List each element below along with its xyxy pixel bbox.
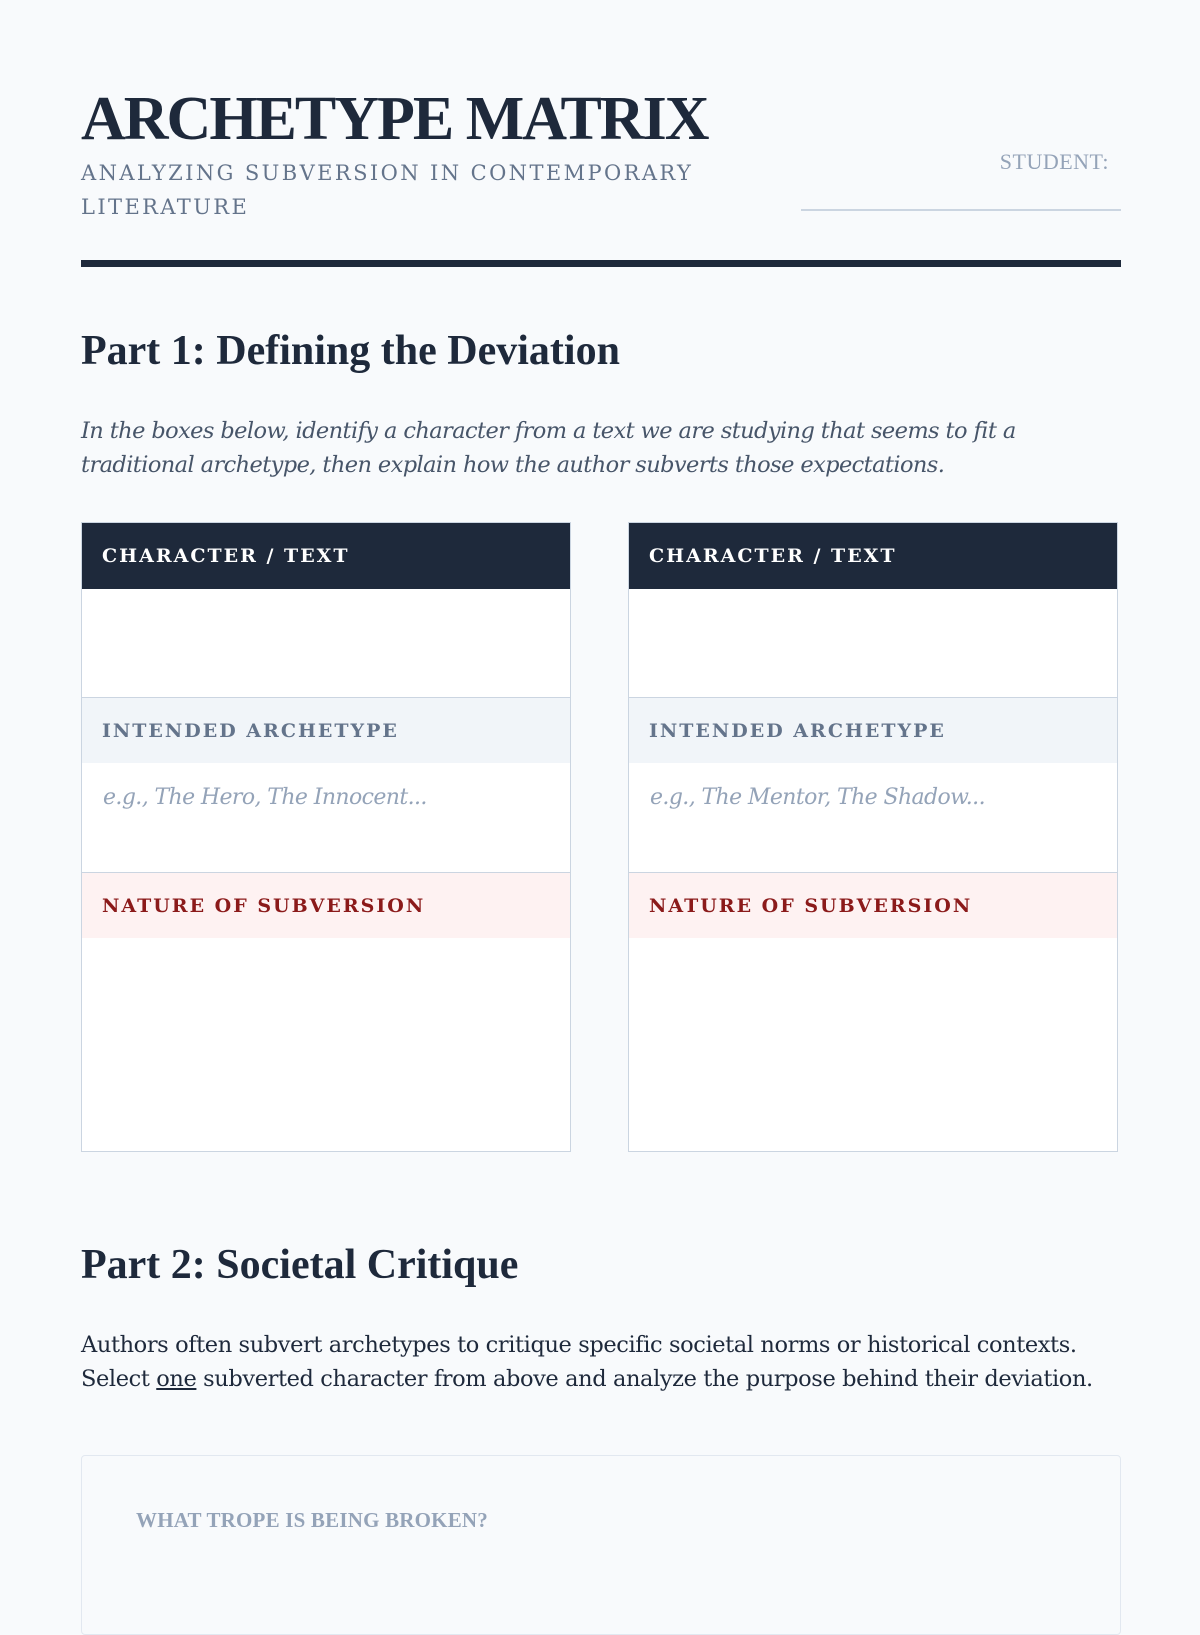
part2-title: Part 2: Societal Critique [81, 1242, 519, 1288]
character-text-field[interactable] [629, 589, 1117, 697]
nature-of-subversion-header: NATURE OF SUBVERSION [82, 872, 570, 938]
part2-body-end: subverted character from above and analyze the purpose behind their deviation. [196, 1366, 1093, 1392]
intended-archetype-header: INTENDED ARCHETYPE [629, 697, 1117, 763]
intended-archetype-field[interactable] [82, 763, 570, 872]
nature-of-subversion-header: NATURE OF SUBVERSION [629, 872, 1117, 938]
part2-body-start: Authors often subvert archetypes to critique specific societal norms or historical contexts. Select [81, 1332, 1077, 1392]
part1-title: Part 1: Defining the Deviation [81, 328, 620, 374]
nature-of-subversion-field[interactable] [82, 938, 570, 1150]
archetype-placeholder: e.g., The Mentor, The Shadow... [650, 785, 985, 810]
student-label: STUDENT: [999, 149, 1109, 174]
part1-instructions: In the boxes below, identify a character from a text we are studying that seems to fit a traditional archetype, then explain how the author subverts those expectations. [81, 418, 1016, 478]
trope-analysis-box[interactable] [81, 1455, 1121, 1635]
trope-prompt-label: WHAT TROPE IS BEING BROKEN? [136, 1508, 488, 1532]
character-text-field[interactable] [82, 589, 570, 697]
nature-of-subversion-field[interactable] [629, 938, 1117, 1150]
header-divider [81, 260, 1121, 267]
archetype-placeholder: e.g., The Hero, The Innocent... [103, 785, 427, 810]
character-text-header: CHARACTER / TEXT [82, 523, 570, 589]
part2-instructions [81, 1328, 1131, 1396]
archetype-card-1 [81, 522, 571, 1152]
intended-archetype-header: INTENDED ARCHETYPE [82, 697, 570, 763]
worksheet-subtitle: ANALYZING SUBVERSION IN CONTEMPORARY LITERATURE [81, 161, 694, 219]
part2-body-emphasis: one [156, 1366, 197, 1392]
character-text-header: CHARACTER / TEXT [629, 523, 1117, 589]
worksheet-title: ARCHETYPE MATRIX [81, 85, 708, 153]
student-name-field[interactable] [801, 149, 1121, 211]
intended-archetype-field[interactable] [629, 763, 1117, 872]
archetype-card-2 [628, 522, 1118, 1152]
